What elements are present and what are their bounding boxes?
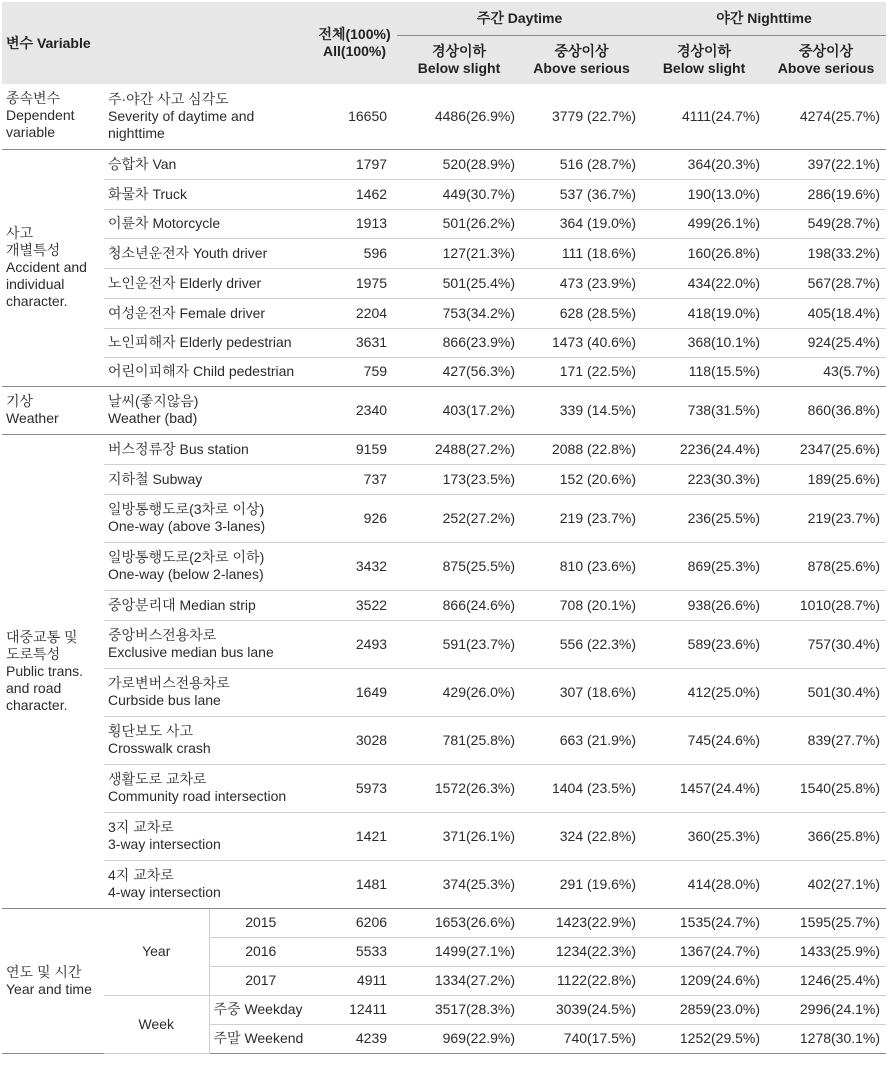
variable-label: 횡단보도 사고 Crosswalk crash <box>104 716 312 764</box>
value-night-slight: 418(19.0%) <box>642 298 766 328</box>
table-row <box>2 464 886 494</box>
value-night-serious: 402(27.1%) <box>766 860 886 908</box>
variable-label: 화물차 Truck <box>104 179 312 209</box>
variable-label: 3지 교차로 3-way intersection <box>104 812 312 860</box>
table-row <box>2 298 886 328</box>
variable-label: 주·야간 사고 심각도 Severity of daytime and nighttime <box>104 84 312 149</box>
value-all: 1649 <box>312 668 397 716</box>
value-day-serious: 111 (18.6%) <box>521 238 642 268</box>
category-label: 연도 및 시간 Year and time <box>2 908 104 1053</box>
value-all: 6206 <box>312 908 397 937</box>
table-row <box>2 908 886 937</box>
value-all: 3522 <box>312 590 397 620</box>
table-row <box>2 209 886 238</box>
value-night-slight: 412(25.0%) <box>642 668 766 716</box>
value-night-serious: 1278(30.1%) <box>766 1024 886 1053</box>
variable-label: 노인피해자 Elderly pedestrian <box>104 328 312 357</box>
value-day-serious: 364 (19.0%) <box>521 209 642 238</box>
value-night-serious: 1540(25.8%) <box>766 764 886 812</box>
value-day-serious: 516 (28.7%) <box>521 149 642 179</box>
table-row <box>2 238 886 268</box>
variable-label: 청소년운전자 Youth driver <box>104 238 312 268</box>
value-day-serious: 3039(24.5%) <box>521 995 642 1024</box>
value-night-serious: 1010(28.7%) <box>766 590 886 620</box>
value-night-slight: 589(23.6%) <box>642 620 766 668</box>
value-all: 926 <box>312 494 397 542</box>
value-day-slight: 1653(26.6%) <box>397 908 521 937</box>
table-row <box>2 494 886 542</box>
variable-label: 노인운전자 Elderly driver <box>104 268 312 298</box>
value-day-slight: 591(23.7%) <box>397 620 521 668</box>
value-night-serious: 2347(25.6%) <box>766 434 886 464</box>
variable-label: 2017 <box>209 966 312 995</box>
value-day-serious: 663 (21.9%) <box>521 716 642 764</box>
table-row <box>2 328 886 357</box>
category-label: 기상 Weather <box>2 386 104 434</box>
variable-label: 가로변버스전용차로 Curbside bus lane <box>104 668 312 716</box>
value-day-serious: 1473 (40.6%) <box>521 328 642 357</box>
value-all: 737 <box>312 464 397 494</box>
header-all: 전체(100%) All(100%) <box>312 2 397 84</box>
value-all: 1975 <box>312 268 397 298</box>
variable-label: 일방통행도로(2차로 이하) One-way (below 2-lanes) <box>104 542 312 590</box>
value-all: 12411 <box>312 995 397 1024</box>
table-row <box>2 84 886 149</box>
value-night-slight: 360(25.3%) <box>642 812 766 860</box>
variable-label: 주말 Weekend <box>209 1024 312 1053</box>
value-night-slight: 1209(24.6%) <box>642 966 766 995</box>
value-day-slight: 520(28.9%) <box>397 149 521 179</box>
value-all: 3631 <box>312 328 397 357</box>
value-night-slight: 1535(24.7%) <box>642 908 766 937</box>
variable-label: 중앙버스전용차로 Exclusive median bus lane <box>104 620 312 668</box>
table-row <box>2 860 886 908</box>
variable-label: 일방통행도로(3차로 이상) One-way (above 3-lanes) <box>104 494 312 542</box>
value-day-serious: 1234(22.3%) <box>521 937 642 966</box>
table-row <box>2 357 886 386</box>
value-night-slight: 236(25.5%) <box>642 494 766 542</box>
header-night-below-slight: 경상이하 Below slight <box>642 36 766 85</box>
value-all: 1481 <box>312 860 397 908</box>
value-all: 1913 <box>312 209 397 238</box>
value-night-slight: 160(26.8%) <box>642 238 766 268</box>
value-all: 1797 <box>312 149 397 179</box>
value-all: 5533 <box>312 937 397 966</box>
value-day-slight: 252(27.2%) <box>397 494 521 542</box>
table-row <box>2 268 886 298</box>
value-day-slight: 427(56.3%) <box>397 357 521 386</box>
value-all: 2204 <box>312 298 397 328</box>
variable-label: 어린이피해자 Child pedestrian <box>104 357 312 386</box>
value-day-slight: 866(23.9%) <box>397 328 521 357</box>
value-day-slight: 429(26.0%) <box>397 668 521 716</box>
value-day-serious: 708 (20.1%) <box>521 590 642 620</box>
table-row <box>2 668 886 716</box>
value-night-serious: 1595(25.7%) <box>766 908 886 937</box>
variable-label: 생활도로 교차로 Community road intersection <box>104 764 312 812</box>
value-night-slight: 4111(24.7%) <box>642 84 766 149</box>
variable-label: 날씨(좋지않음) Weather (bad) <box>104 386 312 434</box>
variable-label: 지하철 Subway <box>104 464 312 494</box>
value-day-serious: 324 (22.8%) <box>521 812 642 860</box>
value-night-slight: 364(20.3%) <box>642 149 766 179</box>
value-day-slight: 1572(26.3%) <box>397 764 521 812</box>
value-night-serious: 2996(24.1%) <box>766 995 886 1024</box>
category-label: 대중교통 및 도로특성 Public trans. and road character. <box>2 434 104 908</box>
value-night-serious: 198(33.2%) <box>766 238 886 268</box>
value-night-slight: 1367(24.7%) <box>642 937 766 966</box>
value-all: 4239 <box>312 1024 397 1053</box>
year-group-label: Year <box>104 908 209 995</box>
value-day-slight: 501(26.2%) <box>397 209 521 238</box>
value-day-slight: 781(25.8%) <box>397 716 521 764</box>
value-day-serious: 473 (23.9%) <box>521 268 642 298</box>
value-all: 1462 <box>312 179 397 209</box>
value-night-serious: 1246(25.4%) <box>766 966 886 995</box>
value-day-slight: 2488(27.2%) <box>397 434 521 464</box>
table-body <box>2 84 886 1053</box>
value-all: 2493 <box>312 620 397 668</box>
table-row <box>2 149 886 179</box>
value-all: 1421 <box>312 812 397 860</box>
value-day-serious: 307 (18.6%) <box>521 668 642 716</box>
value-day-slight: 753(34.2%) <box>397 298 521 328</box>
value-day-slight: 501(25.4%) <box>397 268 521 298</box>
value-night-serious: 1433(25.9%) <box>766 937 886 966</box>
value-night-slight: 368(10.1%) <box>642 328 766 357</box>
value-day-serious: 1423(22.9%) <box>521 908 642 937</box>
table-row <box>2 716 886 764</box>
value-night-serious: 924(25.4%) <box>766 328 886 357</box>
value-night-slight: 434(22.0%) <box>642 268 766 298</box>
table-row <box>2 620 886 668</box>
value-day-serious: 291 (19.6%) <box>521 860 642 908</box>
variable-label: 버스정류장 Bus station <box>104 434 312 464</box>
value-night-slight: 190(13.0%) <box>642 179 766 209</box>
header-night-above-serious: 중상이상 Above serious <box>766 36 886 85</box>
value-night-slight: 118(15.5%) <box>642 357 766 386</box>
value-day-slight: 4486(26.9%) <box>397 84 521 149</box>
value-night-serious: 4274(25.7%) <box>766 84 886 149</box>
value-all: 16650 <box>312 84 397 149</box>
value-all: 759 <box>312 357 397 386</box>
table-row <box>2 812 886 860</box>
value-night-slight: 2236(24.4%) <box>642 434 766 464</box>
value-night-slight: 223(30.3%) <box>642 464 766 494</box>
value-day-serious: 1404 (23.5%) <box>521 764 642 812</box>
statistics-table <box>2 2 886 1054</box>
value-night-serious: 219(23.7%) <box>766 494 886 542</box>
value-day-serious: 740(17.5%) <box>521 1024 642 1053</box>
value-night-slight: 2859(23.0%) <box>642 995 766 1024</box>
value-day-slight: 875(25.5%) <box>397 542 521 590</box>
value-night-serious: 549(28.7%) <box>766 209 886 238</box>
value-all: 596 <box>312 238 397 268</box>
variable-label: 승합차 Van <box>104 149 312 179</box>
week-group-label: Week <box>104 995 209 1053</box>
value-day-slight: 449(30.7%) <box>397 179 521 209</box>
value-day-serious: 628 (28.5%) <box>521 298 642 328</box>
value-day-slight: 969(22.9%) <box>397 1024 521 1053</box>
table-row <box>2 764 886 812</box>
value-day-slight: 1334(27.2%) <box>397 966 521 995</box>
value-night-serious: 366(25.8%) <box>766 812 886 860</box>
value-all: 3432 <box>312 542 397 590</box>
value-day-serious: 3779 (22.7%) <box>521 84 642 149</box>
value-night-slight: 938(26.6%) <box>642 590 766 620</box>
table-row <box>2 434 886 464</box>
value-night-serious: 757(30.4%) <box>766 620 886 668</box>
value-night-serious: 43(5.7%) <box>766 357 886 386</box>
value-day-serious: 1122(22.8%) <box>521 966 642 995</box>
value-night-slight: 499(26.1%) <box>642 209 766 238</box>
value-night-serious: 860(36.8%) <box>766 386 886 434</box>
value-day-slight: 371(26.1%) <box>397 812 521 860</box>
table-row <box>2 179 886 209</box>
header-day-above-serious: 중상이상 Above serious <box>521 36 642 85</box>
table-row <box>2 542 886 590</box>
value-day-slight: 3517(28.3%) <box>397 995 521 1024</box>
value-night-slight: 745(24.6%) <box>642 716 766 764</box>
value-day-slight: 1499(27.1%) <box>397 937 521 966</box>
variable-label: 주중 Weekday <box>209 995 312 1024</box>
value-night-serious: 501(30.4%) <box>766 668 886 716</box>
category-label: 사고 개별특성 Accident and individual character. <box>2 149 104 386</box>
header-daytime: 주간 Daytime <box>397 2 642 36</box>
value-day-slight: 173(23.5%) <box>397 464 521 494</box>
value-day-serious: 556 (22.3%) <box>521 620 642 668</box>
value-night-serious: 397(22.1%) <box>766 149 886 179</box>
table-row <box>2 995 886 1024</box>
table-row <box>2 590 886 620</box>
value-all: 9159 <box>312 434 397 464</box>
value-all: 4911 <box>312 966 397 995</box>
value-night-serious: 189(25.6%) <box>766 464 886 494</box>
value-night-slight: 1457(24.4%) <box>642 764 766 812</box>
value-all: 5973 <box>312 764 397 812</box>
value-night-serious: 405(18.4%) <box>766 298 886 328</box>
value-day-serious: 152 (20.6%) <box>521 464 642 494</box>
value-night-serious: 878(25.6%) <box>766 542 886 590</box>
table-row <box>2 386 886 434</box>
value-night-serious: 839(27.7%) <box>766 716 886 764</box>
value-night-slight: 414(28.0%) <box>642 860 766 908</box>
value-day-serious: 219 (23.7%) <box>521 494 642 542</box>
value-night-slight: 1252(29.5%) <box>642 1024 766 1053</box>
header-day-below-slight: 경상이하 Below slight <box>397 36 521 85</box>
category-label: 종속변수 Dependent variable <box>2 84 104 149</box>
variable-label: 2016 <box>209 937 312 966</box>
variable-label: 중앙분리대 Median strip <box>104 590 312 620</box>
value-night-serious: 286(19.6%) <box>766 179 886 209</box>
value-day-serious: 171 (22.5%) <box>521 357 642 386</box>
variable-label: 여성운전자 Female driver <box>104 298 312 328</box>
value-day-serious: 810 (23.6%) <box>521 542 642 590</box>
value-day-serious: 2088 (22.8%) <box>521 434 642 464</box>
variable-label: 이륜차 Motorcycle <box>104 209 312 238</box>
value-day-serious: 339 (14.5%) <box>521 386 642 434</box>
header-nighttime: 야간 Nighttime <box>642 2 886 36</box>
value-day-serious: 537 (36.7%) <box>521 179 642 209</box>
value-day-slight: 403(17.2%) <box>397 386 521 434</box>
value-all: 2340 <box>312 386 397 434</box>
value-night-slight: 738(31.5%) <box>642 386 766 434</box>
value-all: 3028 <box>312 716 397 764</box>
variable-label: 4지 교차로 4-way intersection <box>104 860 312 908</box>
value-day-slight: 127(21.3%) <box>397 238 521 268</box>
variable-label: 2015 <box>209 908 312 937</box>
value-night-slight: 869(25.3%) <box>642 542 766 590</box>
value-day-slight: 866(24.6%) <box>397 590 521 620</box>
value-night-serious: 567(28.7%) <box>766 268 886 298</box>
value-day-slight: 374(25.3%) <box>397 860 521 908</box>
header-variable: 변수 Variable <box>2 2 312 84</box>
